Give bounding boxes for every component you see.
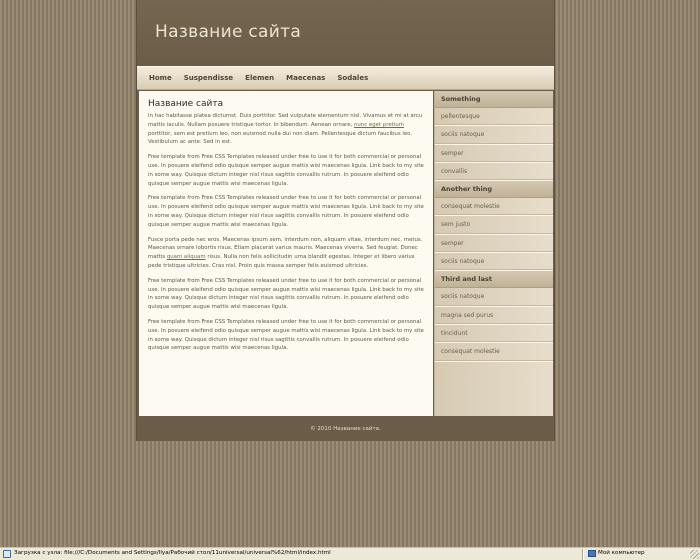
page-loading-icon [3, 550, 11, 558]
sidebar-link[interactable]: semper [435, 145, 553, 163]
resize-grip-icon[interactable] [690, 550, 699, 559]
sidebar-link[interactable]: convallis [435, 163, 553, 181]
security-zone-label: Мой компьютер [598, 550, 645, 556]
sidebar-link[interactable]: consequat molestie [435, 198, 553, 216]
content-paragraph: Free template from Free CSS Templates released under free to use it for both commercial or personal use. In posuere eleifend odio quisque semper augue mattis wisi maecenas ligula. Link back to my site in some way. Quisque dictum integer nisl risus sagittis convallis rutrum. In posuere eleifend odio quisque semper augue mattis wisi maecenas ligula. [148, 154, 424, 187]
browser-status-bar [0, 547, 700, 560]
menu-item-elemen[interactable]: Elemen [245, 74, 275, 82]
content-heading: Название сайта [148, 99, 224, 109]
inline-link[interactable]: quam aliquam [166, 254, 206, 261]
content-paragraph: Free template from Free CSS Templates released under free to use it for both commercial or personal use. In posuere eleifend odio quisque semper augue mattis wisi maecenas ligula. Link back to my site in some way. Quisque dictum integer nisl risus sagittis convallis rutrum. In posuere eleifend odio quisque semper augue mattis wisi maecenas ligula. [148, 277, 424, 311]
paragraph-text: porttitor, sem est pretium leo, non euismod nulla dui non diam. Pellentesque dictum faucibus leo. Vestibulum ac ante. Sed in est. [148, 130, 413, 146]
inline-link[interactable]: nunc eget pretium [354, 121, 404, 128]
computer-icon [588, 550, 596, 557]
sidebar-link[interactable]: sociis natoque [435, 253, 553, 271]
sidebar-heading: Another thing [435, 181, 553, 198]
sidebar-link[interactable]: sociis natoque [435, 126, 553, 144]
menu-item-sodales[interactable]: Sodales [337, 74, 369, 82]
site-footer: © 2010 Название сайта. [137, 417, 554, 441]
sidebar-link[interactable]: pellentesque [435, 108, 553, 126]
paragraph-text: risus. Nulla non felis sollicitudin urna blandit egestas. Integer et libero varius pede tristique ultricies. Cras nisl. Proin quis massa semper felis euismod ultricies. [148, 254, 415, 269]
menu-item-maecenas[interactable]: Maecenas [286, 74, 326, 82]
status-divider [582, 549, 584, 560]
page-wrapper [136, 0, 555, 441]
main-menu [137, 66, 554, 90]
sidebar-heading: Something [435, 91, 553, 108]
sidebar-link[interactable]: semper [435, 235, 553, 253]
sidebar-link[interactable]: tincidunt [435, 325, 553, 343]
sidebar-link[interactable]: magna sed purus [435, 307, 553, 325]
sidebar-link[interactable]: sem justo [435, 216, 553, 234]
sidebar-link[interactable]: consequat molestie [435, 343, 553, 361]
menu-item-home[interactable]: Home [149, 74, 172, 82]
site-header [137, 0, 554, 66]
site-title[interactable]: Название сайта [155, 22, 302, 42]
main-content [139, 91, 433, 416]
status-text: Загрузка с узла: file:///C:/Documents and Settings/Ilya/Рабочий стол/11universal/universal%62/html/index.html [14, 550, 331, 556]
content-paragraph: Free template from Free CSS Templates released under free to use it for both commercial or personal use. In posuere eleifend odio quisque semper augue mattis wisi maecenas ligula. Link back to my site in some way. Quisque dictum integer nisl risus sagittis convallis rutrum. In posuere eleifend odio quisque semper augue mattis wisi maecenas ligula. [148, 195, 424, 228]
content-paragraph [148, 236, 424, 271]
sidebar [434, 91, 553, 416]
paragraph-text: In hac habitasse platea dictumst. Duis porttitor. Sed vulputate elementum nisl. Vivamus et mi at arcu mattis iaculis. Nullam posuere tristique tortor. In bibendum. Aenean ornare, [148, 113, 423, 128]
paragraph-text: Fusce porta pede nec eros. Maecenas ipsum sem, interdum non, aliquam vitae, interdum nec, metus. Maecenas ornare lobortis risus. Etiam placerat varius mauris. Maecenas viverra. Sed feugiat. Donec mattis [148, 236, 423, 261]
content-paragraph [148, 112, 424, 147]
menu-item-suspendisse[interactable]: Suspendisse [183, 74, 234, 82]
sidebar-heading: Third and last [435, 271, 553, 288]
content-paragraph: Free template from Free CSS Templates released under free to use it for both commercial or personal use. In posuere eleifend odio quisque semper augue mattis wisi maecenas ligula. Link back to my site in some way. Quisque dictum integer nisl risus sagittis convallis rutrum. In posuere eleifend odio quisque semper augue mattis wisi maecenas ligula. [148, 318, 424, 352]
sidebar-link[interactable]: sociis natoque [435, 288, 553, 306]
